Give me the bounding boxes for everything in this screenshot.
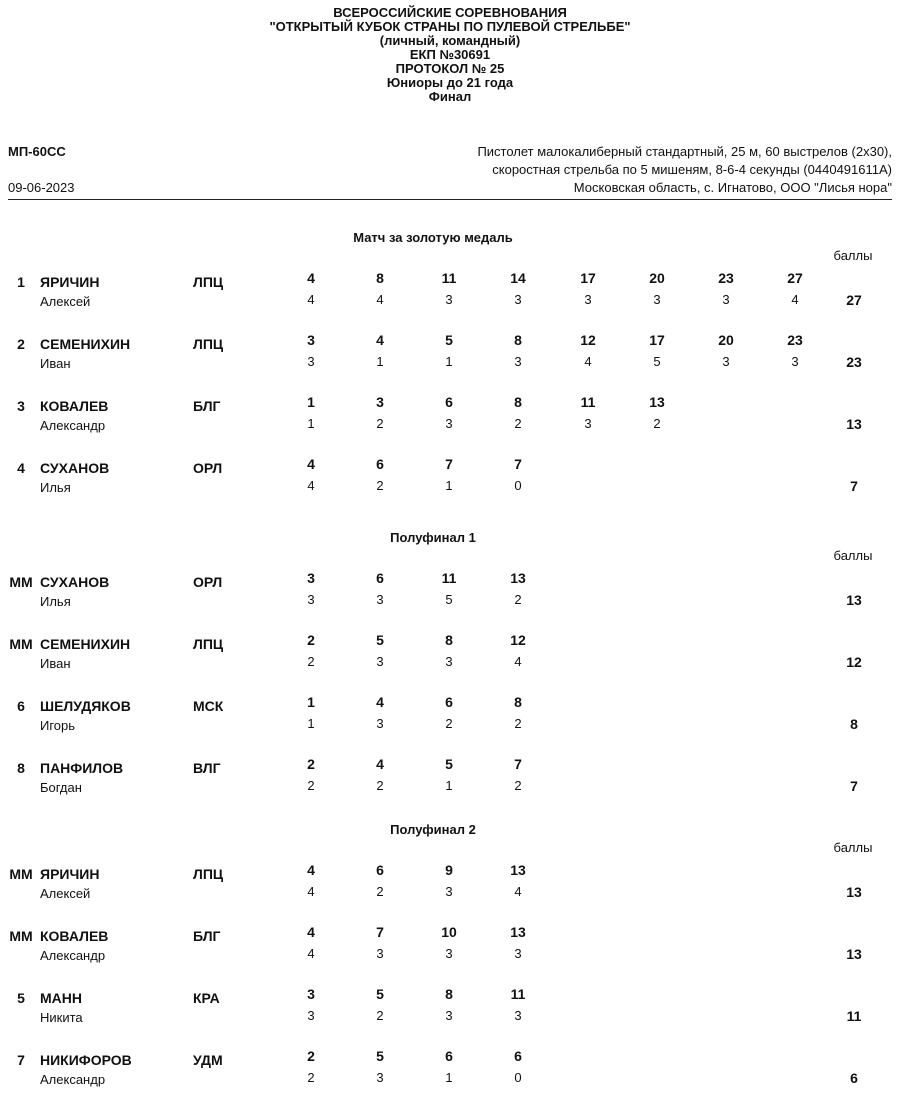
cumulative-score: 6	[514, 1048, 522, 1064]
series-score: 2	[376, 478, 384, 493]
cumulative-score: 6	[376, 570, 384, 586]
cumulative-score: 8	[514, 332, 522, 348]
series-score: 3	[445, 654, 453, 669]
cumulative-score: 4	[376, 694, 384, 710]
cumulative-score: 2	[307, 632, 315, 648]
athlete-firstname: Игорь	[40, 718, 76, 733]
athlete-rank: 8	[17, 760, 25, 776]
series-score: 4	[514, 654, 522, 669]
series-score: 1	[307, 716, 315, 731]
cumulative-score: 8	[445, 986, 453, 1002]
series-score: 2	[514, 716, 522, 731]
athlete-surname: СЕМЕНИХИН	[40, 636, 131, 652]
cumulative-score: 13	[649, 394, 665, 410]
athlete-firstname: Илья	[40, 480, 71, 495]
athlete-rank: 3	[17, 398, 25, 414]
cumulative-score: 8	[445, 632, 453, 648]
cumulative-score: 2	[307, 756, 315, 772]
series-score: 3	[376, 1070, 384, 1085]
athlete-surname: СУХАНОВ	[40, 574, 110, 590]
series-score: 4	[376, 292, 384, 307]
discipline-description-2: скоростная стрельба по 5 мишеням, 8-6-4 секунды (0440491611А)	[492, 162, 892, 177]
athlete-firstname: Александр	[40, 948, 106, 963]
cumulative-score: 3	[307, 332, 315, 348]
series-score: 3	[584, 416, 592, 431]
series-score: 3	[514, 946, 522, 961]
series-score: 5	[445, 592, 453, 607]
series-score: 3	[307, 592, 315, 607]
athlete-rank: 7	[17, 1052, 25, 1068]
cumulative-score: 3	[307, 986, 315, 1002]
athlete-rank: 2	[17, 336, 25, 352]
athlete-surname: ЯРИЧИН	[40, 274, 100, 290]
athlete-firstname: Иван	[40, 356, 71, 371]
series-score: 1	[445, 354, 453, 369]
series-score: 1	[307, 416, 315, 431]
cumulative-score: 11	[441, 270, 457, 286]
series-score: 4	[584, 354, 592, 369]
series-score: 3	[307, 1008, 315, 1023]
series-score: 4	[514, 884, 522, 899]
athlete-row	[0, 986, 900, 1030]
cumulative-score: 27	[787, 270, 803, 286]
cumulative-score: 13	[510, 862, 526, 878]
cumulative-score: 5	[376, 986, 384, 1002]
athlete-firstname: Богдан	[40, 780, 82, 795]
athlete-region: БЛГ	[193, 928, 221, 944]
athlete-row	[0, 270, 900, 314]
series-score: 3	[514, 354, 522, 369]
competition-type: (личный, командный)	[379, 33, 521, 48]
athlete-rank: ММ	[9, 574, 33, 590]
cumulative-score: 5	[445, 756, 453, 772]
series-score: 2	[514, 416, 522, 431]
section-title: Полуфинал 1	[390, 530, 476, 545]
athlete-surname: СЕМЕНИХИН	[40, 336, 131, 352]
series-score: 5	[653, 354, 661, 369]
athlete-total: 13	[846, 592, 862, 608]
cumulative-score: 8	[376, 270, 384, 286]
series-score: 3	[514, 292, 522, 307]
series-score: 2	[376, 416, 384, 431]
athlete-total: 11	[846, 1008, 862, 1024]
series-score: 4	[791, 292, 799, 307]
cumulative-score: 11	[441, 570, 457, 586]
athlete-rank: 1	[17, 274, 25, 290]
cumulative-score: 6	[445, 694, 453, 710]
series-score: 1	[376, 354, 384, 369]
athlete-row	[0, 570, 900, 614]
series-score: 3	[376, 592, 384, 607]
athlete-rank: 6	[17, 698, 25, 714]
series-score: 3	[445, 292, 453, 307]
cumulative-score: 6	[445, 1048, 453, 1064]
series-score: 4	[307, 884, 315, 899]
cumulative-score: 7	[445, 456, 453, 472]
athlete-surname: ПАНФИЛОВ	[40, 760, 124, 776]
cumulative-score: 4	[307, 456, 315, 472]
event-location: Московская область, с. Игнатово, ООО "Лисья нора"	[573, 180, 892, 195]
cumulative-score: 10	[441, 924, 457, 940]
event-date: 09-06-2023	[8, 180, 75, 195]
athlete-surname: СУХАНОВ	[40, 460, 110, 476]
series-score: 2	[307, 778, 315, 793]
athlete-region: ЛПЦ	[193, 274, 224, 290]
cumulative-score: 4	[307, 924, 315, 940]
discipline-code: МП-60СС	[8, 144, 66, 159]
cumulative-score: 13	[510, 570, 526, 586]
athlete-row	[0, 632, 900, 676]
athlete-region: ЛПЦ	[193, 336, 224, 352]
athlete-total: 8	[850, 716, 858, 732]
athlete-surname: МАНН	[40, 990, 82, 1006]
athlete-rank: 5	[17, 990, 25, 1006]
cumulative-score: 6	[445, 394, 453, 410]
points-column-label: баллы	[833, 548, 873, 563]
athlete-row	[0, 394, 900, 438]
points-column-label: баллы	[833, 840, 873, 855]
athlete-rank: 4	[17, 460, 25, 476]
cumulative-score: 4	[376, 756, 384, 772]
athlete-surname: НИКИФОРОВ	[40, 1052, 132, 1068]
age-group: Юниоры до 21 года	[386, 75, 514, 90]
section-title: Матч за золотую медаль	[353, 230, 513, 245]
athlete-row	[0, 862, 900, 906]
series-score: 2	[514, 778, 522, 793]
cumulative-score: 5	[445, 332, 453, 348]
series-score: 2	[376, 1008, 384, 1023]
series-score: 2	[307, 654, 315, 669]
series-score: 3	[722, 354, 730, 369]
discipline-description-1: Пистолет малокалиберный стандартный, 25 м, 60 выстрелов (2х30),	[477, 144, 892, 159]
cumulative-score: 6	[376, 456, 384, 472]
series-score: 1	[445, 778, 453, 793]
cumulative-score: 9	[445, 862, 453, 878]
series-score: 4	[307, 292, 315, 307]
athlete-total: 13	[846, 884, 862, 900]
series-score: 3	[445, 1008, 453, 1023]
series-score: 4	[307, 478, 315, 493]
header-divider	[8, 199, 892, 200]
series-score: 3	[584, 292, 592, 307]
series-score: 3	[445, 884, 453, 899]
athlete-region: ВЛГ	[193, 760, 221, 776]
athlete-row	[0, 756, 900, 800]
cumulative-score: 3	[307, 570, 315, 586]
cumulative-score: 17	[580, 270, 596, 286]
cumulative-score: 7	[514, 756, 522, 772]
cumulative-score: 8	[514, 394, 522, 410]
cumulative-score: 7	[376, 924, 384, 940]
series-score: 2	[376, 778, 384, 793]
series-score: 3	[376, 946, 384, 961]
athlete-surname: ЯРИЧИН	[40, 866, 100, 882]
athlete-total: 23	[846, 354, 862, 370]
athlete-surname: КОВАЛЕВ	[40, 398, 109, 414]
series-score: 3	[653, 292, 661, 307]
cumulative-score: 23	[718, 270, 734, 286]
cumulative-score: 1	[307, 694, 315, 710]
series-score: 0	[514, 478, 522, 493]
athlete-row	[0, 694, 900, 738]
series-score: 3	[445, 416, 453, 431]
competition-title: ВСЕРОССИЙСКИЕ СОРЕВНОВАНИЯ	[333, 5, 567, 20]
athlete-firstname: Илья	[40, 594, 71, 609]
athlete-region: КРА	[193, 990, 220, 1006]
athlete-region: ОРЛ	[193, 460, 223, 476]
cumulative-score: 11	[580, 394, 596, 410]
athlete-region: ОРЛ	[193, 574, 223, 590]
athlete-row	[0, 332, 900, 376]
series-score: 3	[514, 1008, 522, 1023]
athlete-region: БЛГ	[193, 398, 221, 414]
cumulative-score: 11	[510, 986, 526, 1002]
series-score: 3	[445, 946, 453, 961]
athlete-region: ЛПЦ	[193, 866, 224, 882]
cup-title: "ОТКРЫТЫЙ КУБОК СТРАНЫ ПО ПУЛЕВОЙ СТРЕЛЬБЕ"	[269, 19, 631, 34]
athlete-row	[0, 1048, 900, 1092]
series-score: 4	[307, 946, 315, 961]
cumulative-score: 20	[649, 270, 665, 286]
athlete-region: МСК	[193, 698, 224, 714]
athlete-total: 7	[850, 478, 858, 494]
series-score: 3	[376, 654, 384, 669]
athlete-row	[0, 924, 900, 968]
cumulative-score: 17	[649, 332, 665, 348]
stage-title: Финал	[428, 89, 472, 104]
cumulative-score: 4	[307, 270, 315, 286]
athlete-total: 13	[846, 946, 862, 962]
athlete-total: 6	[850, 1070, 858, 1086]
athlete-rank: ММ	[9, 928, 33, 944]
series-score: 2	[514, 592, 522, 607]
section-title: Полуфинал 2	[390, 822, 476, 837]
series-score: 3	[307, 354, 315, 369]
athlete-firstname: Александр	[40, 418, 106, 433]
cumulative-score: 14	[510, 270, 526, 286]
athlete-total: 7	[850, 778, 858, 794]
athlete-surname: ШЕЛУДЯКОВ	[40, 698, 131, 714]
athlete-rank: ММ	[9, 636, 33, 652]
athlete-total: 27	[846, 292, 862, 308]
cumulative-score: 1	[307, 394, 315, 410]
cumulative-score: 2	[307, 1048, 315, 1064]
cumulative-score: 4	[307, 862, 315, 878]
series-score: 2	[653, 416, 661, 431]
athlete-surname: КОВАЛЕВ	[40, 928, 109, 944]
series-score: 1	[445, 478, 453, 493]
points-column-label: баллы	[833, 248, 873, 263]
series-score: 3	[791, 354, 799, 369]
series-score: 0	[514, 1070, 522, 1085]
series-score: 2	[445, 716, 453, 731]
protocol-number: ПРОТОКОЛ № 25	[395, 61, 505, 76]
ekp-number: ЕКП №30691	[409, 47, 491, 62]
athlete-region: ЛПЦ	[193, 636, 224, 652]
athlete-rank: ММ	[9, 866, 33, 882]
cumulative-score: 20	[718, 332, 734, 348]
cumulative-score: 6	[376, 862, 384, 878]
athlete-region: УДМ	[193, 1052, 223, 1068]
athlete-firstname: Иван	[40, 656, 71, 671]
cumulative-score: 13	[510, 924, 526, 940]
cumulative-score: 7	[514, 456, 522, 472]
athlete-row	[0, 456, 900, 500]
athlete-firstname: Алексей	[40, 294, 91, 309]
athlete-total: 13	[846, 416, 862, 432]
cumulative-score: 4	[376, 332, 384, 348]
cumulative-score: 5	[376, 1048, 384, 1064]
athlete-firstname: Александр	[40, 1072, 106, 1087]
cumulative-score: 8	[514, 694, 522, 710]
cumulative-score: 23	[787, 332, 803, 348]
series-score: 2	[307, 1070, 315, 1085]
series-score: 3	[376, 716, 384, 731]
series-score: 2	[376, 884, 384, 899]
cumulative-score: 12	[510, 632, 526, 648]
athlete-firstname: Алексей	[40, 886, 91, 901]
series-score: 3	[722, 292, 730, 307]
athlete-firstname: Никита	[40, 1010, 83, 1025]
cumulative-score: 12	[580, 332, 596, 348]
series-score: 1	[445, 1070, 453, 1085]
cumulative-score: 3	[376, 394, 384, 410]
cumulative-score: 5	[376, 632, 384, 648]
athlete-total: 12	[846, 654, 862, 670]
